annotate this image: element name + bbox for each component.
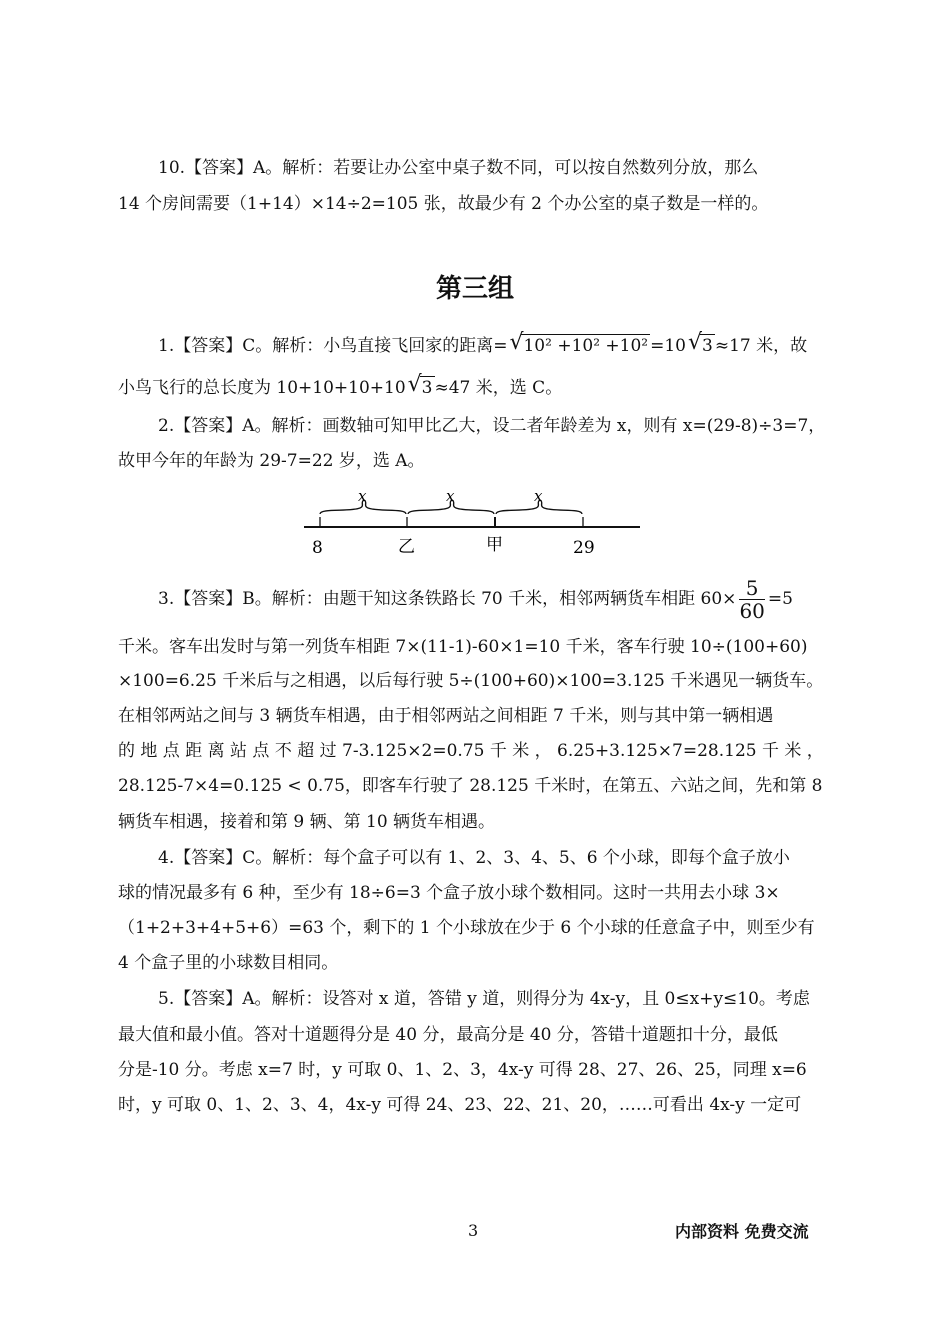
q5-line-4: 时，y 可取 0、1、2、3、4，4x-y 可得 24、23、22、21、20，……可看出 4x-y 一定可 bbox=[118, 1095, 802, 1115]
q4-line-1: 4.【答案】C。解析：每个盒子可以有 1、2、3、4、5、6 个小球，即每个盒子放小 bbox=[158, 848, 790, 868]
sqrt-content: 10² +10² +10² bbox=[523, 336, 649, 356]
sqrt-expression bbox=[509, 330, 650, 356]
q3-line-2: 千米。客车出发时与第一列货车相距 7×(11-1)-60×1=10 千米，客车行驶 10÷(100+60) bbox=[118, 637, 808, 657]
q1-line-1 bbox=[158, 330, 808, 356]
brace-label-3: x bbox=[534, 487, 543, 505]
number-line-diagram bbox=[300, 486, 645, 561]
q3-line-6: 28.125-7×4=0.125 < 0.75，即客车行驶了 28.125 千米时，在第五、六站之间，先和第 8 bbox=[118, 776, 823, 796]
q2-line-2: 故甲今年的年龄为 29-7=22 岁，选 A。 bbox=[118, 451, 425, 471]
page-number: 3 bbox=[468, 1221, 479, 1240]
tick-label-yi: 乙 bbox=[398, 537, 415, 557]
q1-line-1-pre: 1.【答案】C。解析：小鸟直接飞回家的距离= bbox=[158, 336, 508, 356]
q5-line-3: 分是-10 分。考虑 x=7 时，y 可取 0、1、2、3，4x-y 可得 28、27、26、25，同理 x=6 bbox=[118, 1060, 807, 1080]
q4-line-4: 4 个盒子里的小球数目相同。 bbox=[118, 953, 339, 973]
brace-label-1: x bbox=[358, 487, 367, 505]
radical-sign: √ bbox=[509, 330, 524, 355]
sqrt-3-content: 3 bbox=[702, 336, 713, 356]
fraction-denominator: 60 bbox=[739, 599, 765, 623]
q1-line-1-post: ≈17 米，故 bbox=[714, 336, 808, 356]
q3-line-1-pre: 3.【答案】B。解析：由题干知这条铁路长 70 千米，相邻两辆货车相距 60× bbox=[158, 589, 737, 609]
fraction-numerator: 5 bbox=[745, 576, 759, 600]
sqrt-3-content: 3 bbox=[421, 378, 433, 398]
sqrt-3 bbox=[688, 330, 715, 356]
q5-line-1: 5.【答案】A。解析：设答对 x 道，答错 y 道，则得分为 4x-y，且 0≤x+y≤10。考虑 bbox=[158, 989, 810, 1009]
q10-line-1: 10.【答案】A。解析：若要让办公室中桌子数不同，可以按自然数列分放，那么 bbox=[158, 158, 759, 178]
q4-line-2: 球的情况最多有 6 种，至少有 18÷6=3 个盒子放小球个数相同。这时一共用去小球 3× bbox=[118, 883, 780, 903]
q3-line-1-post: =5 bbox=[767, 589, 793, 609]
section-title: 第三组 bbox=[435, 274, 514, 304]
q1-line-2-post: ≈47 米，选 C。 bbox=[434, 378, 563, 398]
q2-line-1: 2.【答案】A。解析：画数轴可知甲比乙大，设二者年龄差为 x，则有 x=(29-8)÷3=7， bbox=[158, 416, 826, 436]
q3-line-3: ×100=6.25 千米后与之相遇，以后每行驶 5÷(100+60)×100=3.125 千米遇见一辆货车。 bbox=[118, 671, 824, 691]
tick-label-29: 29 bbox=[573, 538, 595, 558]
radical-sign: √ bbox=[407, 372, 422, 397]
q5-line-2: 最大值和最小值。答对十道题得分是 40 分，最高分是 40 分，答错十道题扣十分，最低 bbox=[118, 1025, 778, 1045]
q3-line-1 bbox=[158, 575, 793, 623]
radical-sign: √ bbox=[688, 330, 703, 355]
q3-line-7: 辆货车相遇，接着和第 9 辆、第 10 辆货车相遇。 bbox=[118, 812, 496, 832]
q3-line-5: 的 地 点 距 离 站 点 不 超 过 7-3.125×2=0.75 千 米 ， 6.25+3.125×7=28.125 千 米 ， bbox=[118, 741, 824, 761]
tick-label-jia: 甲 bbox=[486, 535, 503, 555]
tick-label-8: 8 bbox=[312, 538, 323, 558]
footer-note: 内部资料 免费交流 bbox=[675, 1222, 809, 1241]
q1-line-1-mid: =10 bbox=[650, 336, 687, 356]
sqrt-3 bbox=[407, 372, 435, 398]
q1-line-2-pre: 小鸟飞行的总长度为 10+10+10+10 bbox=[118, 378, 406, 398]
q1-line-2 bbox=[118, 372, 563, 398]
q3-line-4: 在相邻两站之间与 3 辆货车相遇，由于相邻两站之间相距 7 千米，则与其中第一辆相遇 bbox=[118, 706, 774, 726]
q10-line-2: 14 个房间需要（1+14）×14÷2=105 张，故最少有 2 个办公室的桌子数是一样的。 bbox=[118, 194, 769, 214]
brace-label-2: x bbox=[446, 487, 455, 505]
fraction bbox=[739, 577, 764, 622]
q4-line-3: （1+2+3+4+5+6）=63 个，剩下的 1 个小球放在少于 6 个小球的任意盒子中，则至少有 bbox=[118, 918, 815, 938]
